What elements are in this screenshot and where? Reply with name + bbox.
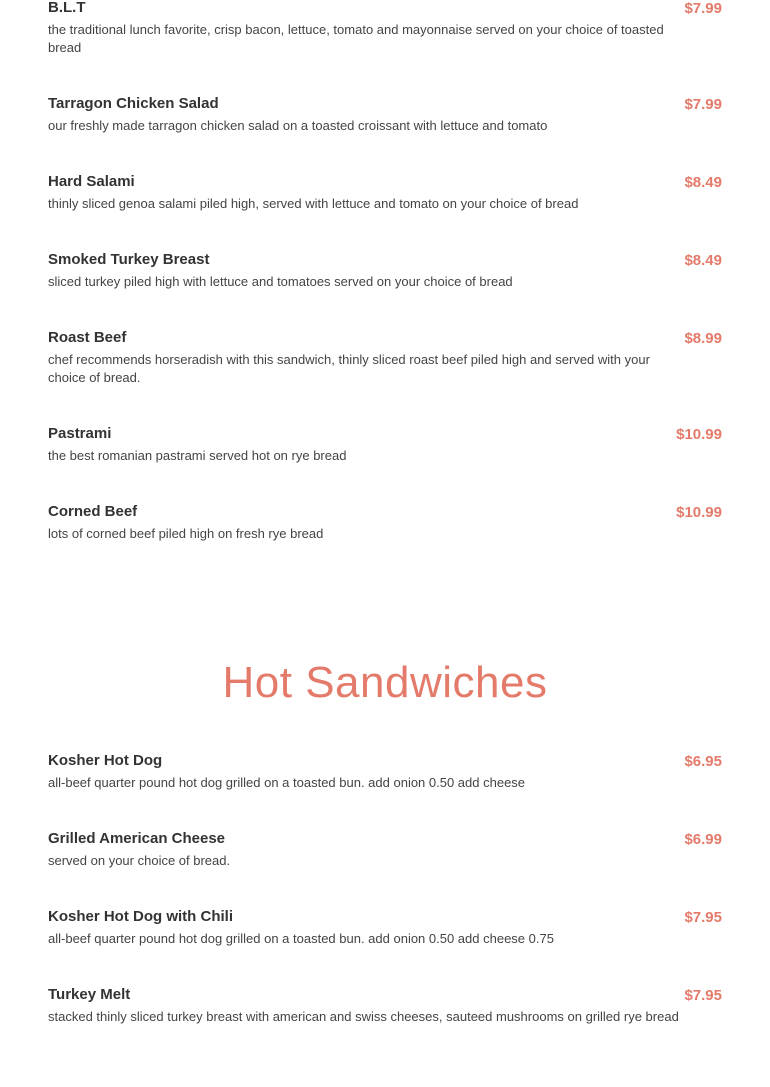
menu-item-price: $8.49 xyxy=(684,174,722,191)
menu-item-name: Roast Beef xyxy=(48,329,127,346)
menu-item-name: Corned Beef xyxy=(48,503,138,520)
menu-item-price: $6.99 xyxy=(684,831,722,848)
menu-item-description: all-beef quarter pound hot dog grilled on a toasted bun. add onion 0.50 add cheese 0.75 xyxy=(48,931,554,946)
menu-item-description: all-beef quarter pound hot dog grilled on a toasted bun. add onion 0.50 add cheese xyxy=(48,775,526,790)
menu-item-name: Turkey Melt xyxy=(48,986,131,1003)
menu-item-price: $10.99 xyxy=(676,426,722,443)
menu-item-price: $7.95 xyxy=(684,987,722,1004)
menu-item-description: served on your choice of bread. xyxy=(48,853,231,868)
section-title: Hot Sandwiches xyxy=(222,658,548,707)
menu-item-description: the traditional lunch favorite, crisp bacon, lettuce, tomato and mayonnaise served on your choice of toasted bread xyxy=(48,22,664,55)
menu-item-name: Pastrami xyxy=(48,425,112,442)
menu-item-name: Smoked Turkey Breast xyxy=(48,251,210,268)
menu-item-price: $7.99 xyxy=(684,96,722,113)
menu-item-price: $7.99 xyxy=(684,0,722,17)
menu-item-price: $7.95 xyxy=(684,909,722,926)
menu-item-name: Grilled American Cheese xyxy=(48,830,226,847)
menu-item-name: Hard Salami xyxy=(48,173,135,190)
menu-item-name: B.L.T xyxy=(48,0,86,16)
menu-item-description: stacked thinly sliced turkey breast with american and swiss cheeses, sauteed mushrooms on grilled rye bread xyxy=(48,1009,679,1024)
menu-item-price: $10.99 xyxy=(676,504,722,521)
menu-item-name: Kosher Hot Dog with Chili xyxy=(48,908,233,925)
menu-item-description: thinly sliced genoa salami piled high, served with lettuce and tomato on your choice of bread xyxy=(48,196,579,211)
menu-item-price: $6.95 xyxy=(684,753,722,770)
menu-item-price: $8.49 xyxy=(684,252,722,269)
menu-item-name: Tarragon Chicken Salad xyxy=(48,95,219,112)
menu-item-description: the best romanian pastrami served hot on rye bread xyxy=(48,448,347,463)
menu-item-name: Kosher Hot Dog xyxy=(48,752,163,769)
menu-item-price: $8.99 xyxy=(684,330,722,347)
menu-item-description: our freshly made tarragon chicken salad on a toasted croissant with lettuce and tomato xyxy=(48,118,548,133)
menu-item-description: lots of corned beef piled high on fresh rye bread xyxy=(48,526,324,541)
menu-item-description: chef recommends horseradish with this sandwich, thinly sliced roast beef piled high and served with your choice of bread. xyxy=(48,352,650,385)
menu-item-description: sliced turkey piled high with lettuce and tomatoes served on your choice of bread xyxy=(48,274,513,289)
